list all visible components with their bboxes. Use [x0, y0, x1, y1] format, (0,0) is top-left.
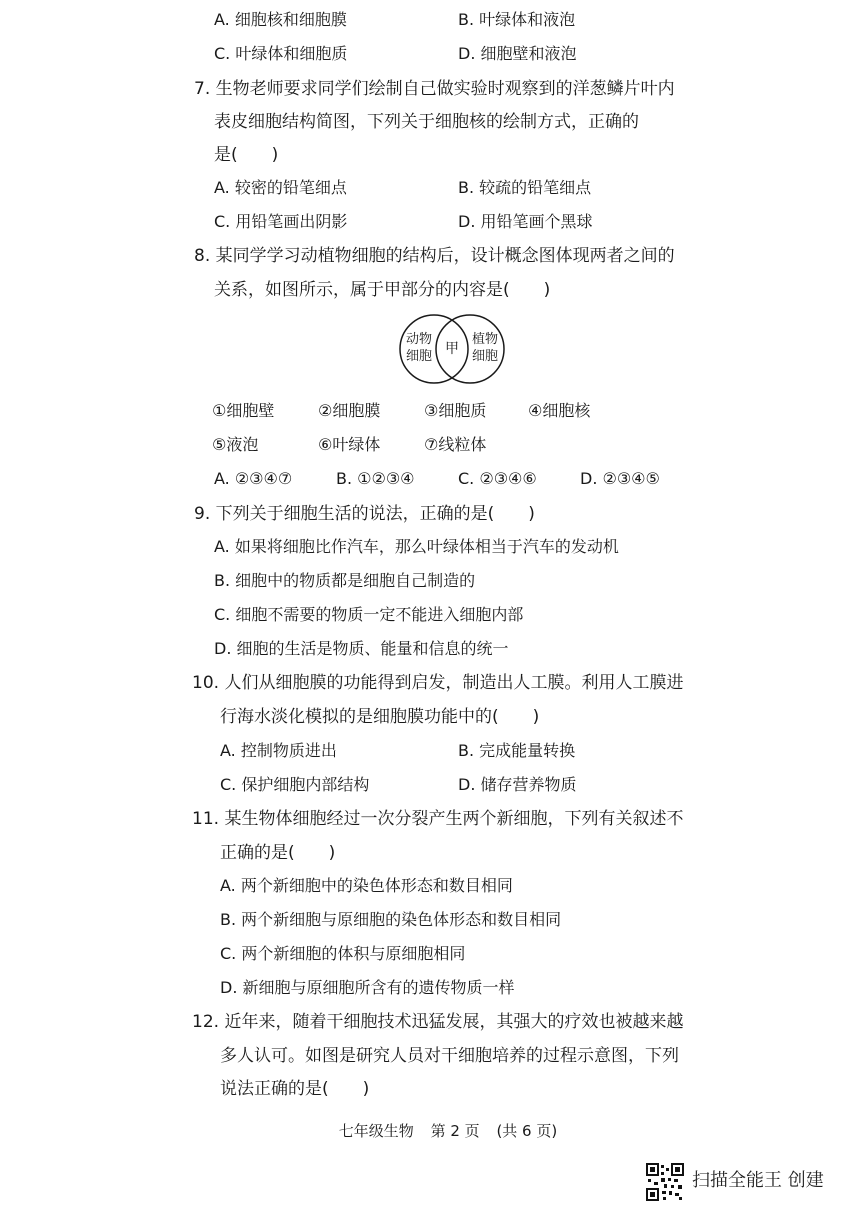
- q12-stem-line-2: 多人认可。如图是研究人员对干细胞培养的过程示意图，下列: [220, 1046, 679, 1066]
- q9-option-d: D. 细胞的生活是物质、能量和信息的统一: [214, 639, 509, 658]
- footer-page-number: 第 2 页: [430, 1122, 480, 1140]
- venn-center-label: 甲: [445, 341, 459, 357]
- q7-option-a: A. 较密的铅笔细点: [214, 178, 347, 197]
- q8-item-4: ④细胞核: [528, 401, 591, 420]
- q7-option-d: D. 用铅笔画个黑球: [458, 212, 593, 231]
- q8-option-d: D. ②③④⑤: [580, 469, 660, 488]
- q7-stem-line-2: 表皮细胞结构简图，下列关于细胞核的绘制方式，正确的: [214, 112, 639, 132]
- q8-option-b: B. ①②③④: [336, 469, 415, 488]
- q8-option-a: A. ②③④⑦: [214, 469, 293, 488]
- q11-option-c: C. 两个新细胞的体积与原细胞相同: [220, 944, 466, 963]
- q8-item-5: ⑤液泡: [212, 435, 259, 454]
- q10-option-a: A. 控制物质进出: [220, 741, 337, 760]
- q8-item-1: ①细胞壁: [212, 401, 275, 420]
- exam-page: [168, 0, 728, 1217]
- q8-item-6: ⑥叶绿体: [318, 435, 381, 454]
- q6-option-b: B. 叶绿体和液泡: [458, 10, 576, 29]
- venn-right-label-bottom: 细胞: [471, 349, 498, 364]
- scanner-watermark: 扫描全能王 创建: [692, 1170, 824, 1191]
- q10-option-c: C. 保护细胞内部结构: [220, 775, 370, 794]
- venn-left-label-bottom: 细胞: [405, 349, 432, 364]
- venn-left-label-top: 动物: [405, 332, 432, 347]
- q10-option-b: B. 完成能量转换: [458, 741, 576, 760]
- q7-stem-line-3: 是( ): [214, 145, 279, 165]
- q7-option-b: B. 较疏的铅笔细点: [458, 178, 592, 197]
- q11-stem-line-1: 11. 某生物体细胞经过一次分裂产生两个新细胞，下列有关叙述不: [192, 809, 684, 829]
- footer-subject: 七年级生物: [338, 1122, 414, 1140]
- q7-stem-line-1: 7. 生物老师要求同学们绘制自己做实验时观察到的洋葱鳞片叶内: [194, 79, 675, 99]
- q8-stem-line-1: 8. 某同学学习动植物细胞的结构后，设计概念图体现两者之间的: [194, 246, 675, 266]
- q8-item-7: ⑦线粒体: [424, 435, 487, 454]
- venn-right-label-top: 植物: [471, 332, 498, 347]
- q10-stem-line-1: 10. 人们从细胞膜的功能得到启发，制造出人工膜。利用人工膜进: [192, 673, 684, 693]
- q10-option-d: D. 储存营养物质: [458, 775, 577, 794]
- qr-code-icon: [646, 1163, 684, 1201]
- q9-option-c: C. 细胞不需要的物质一定不能进入细胞内部: [214, 605, 524, 624]
- q11-option-a: A. 两个新细胞中的染色体形态和数目相同: [220, 876, 513, 895]
- q11-option-d: D. 新细胞与原细胞所含有的遗传物质一样: [220, 978, 515, 997]
- footer-total-pages: (共 6 页): [496, 1122, 558, 1140]
- page-footer: [168, 1120, 728, 1142]
- q9-stem: 9. 下列关于细胞生活的说法，正确的是( ): [194, 504, 535, 524]
- q6-option-d: D. 细胞壁和液泡: [458, 44, 577, 63]
- q12-stem-line-1: 12. 近年来，随着干细胞技术迅猛发展，其强大的疗效也被越来越: [192, 1012, 684, 1032]
- q8-item-3: ③细胞质: [424, 401, 487, 420]
- q7-option-c: C. 用铅笔画出阴影: [214, 212, 348, 231]
- q9-option-b: B. 细胞中的物质都是细胞自己制造的: [214, 571, 476, 590]
- q11-option-b: B. 两个新细胞与原细胞的染色体形态和数目相同: [220, 910, 562, 929]
- q8-item-2: ②细胞膜: [318, 401, 381, 420]
- q8-option-c: C. ②③④⑥: [458, 469, 537, 488]
- q12-stem-line-3: 说法正确的是( ): [220, 1079, 370, 1099]
- q11-stem-line-2: 正确的是( ): [220, 843, 336, 863]
- q6-option-c: C. 叶绿体和细胞质: [214, 44, 348, 63]
- venn-diagram: [394, 312, 510, 386]
- q6-option-a: A. 细胞核和细胞膜: [214, 10, 347, 29]
- q10-stem-line-2: 行海水淡化模拟的是细胞膜功能中的( ): [220, 707, 540, 727]
- q9-option-a: A. 如果将细胞比作汽车，那么叶绿体相当于汽车的发动机: [214, 537, 619, 556]
- q8-stem-line-2: 关系，如图所示，属于甲部分的内容是( ): [214, 280, 551, 300]
